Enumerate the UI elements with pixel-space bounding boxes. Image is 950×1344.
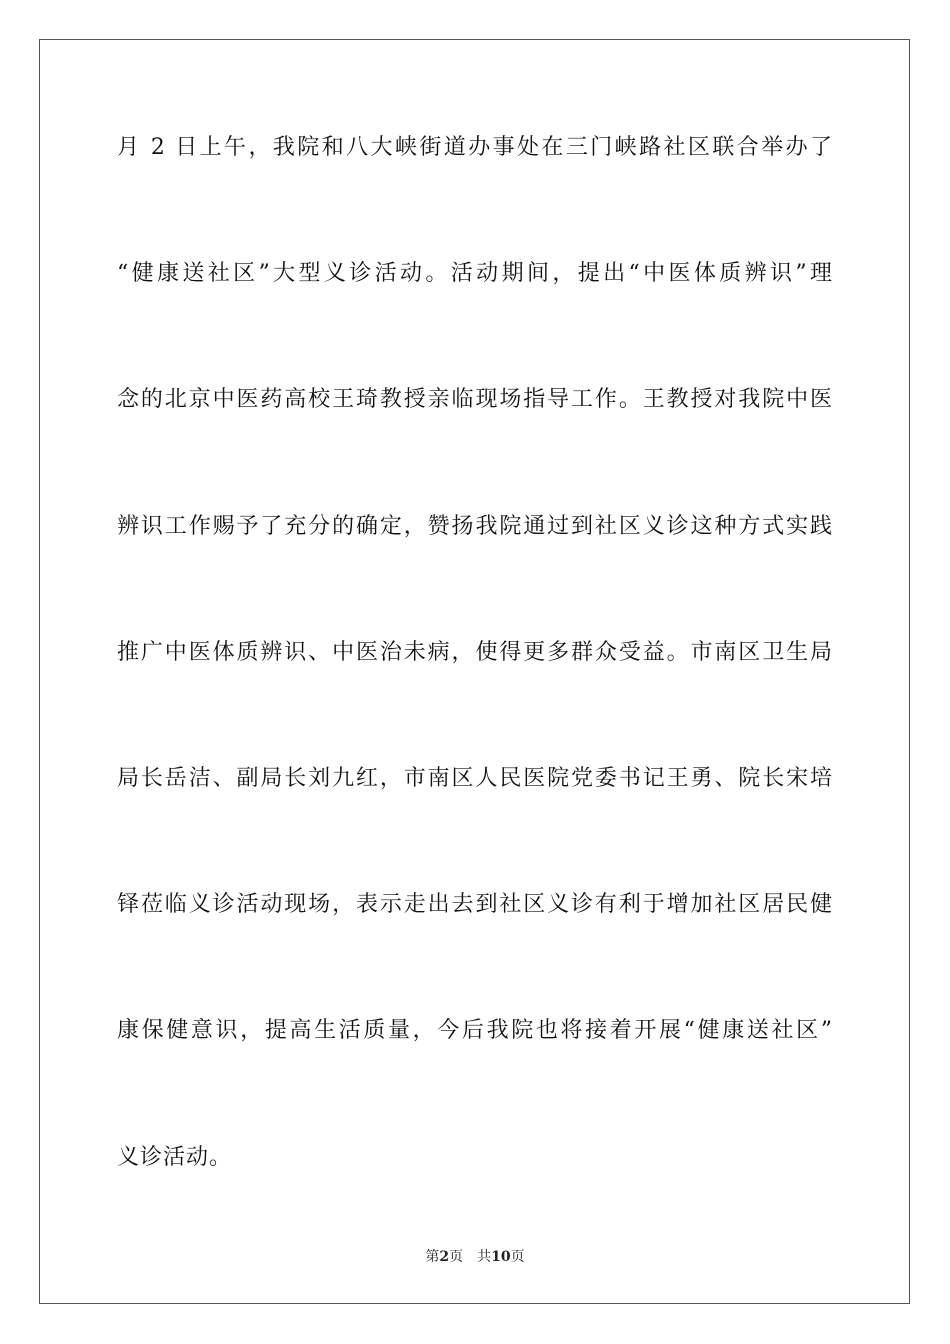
text-line-7: 铎莅临义诊活动现场，表示走出去到社区义诊有利于增加社区居民健 [117,892,833,918]
total-suffix: 页 [510,1249,525,1265]
text-line-5: 推广中医体质辨识、中医治未病，使得更多群众受益。市南区卫生局 [117,639,833,665]
total-prefix: 共 [477,1249,492,1265]
text-line-6: 局长岳洁、副局长刘九红，市南区人民医院党委书记王勇、院长宋培 [117,765,833,791]
text-line-8: 康保健意识，提高生活质量，今后我院也将接着开展“健康送社区” [117,1018,833,1044]
text-line-9: 义诊活动。 [117,1144,233,1170]
text-line-4: 辨识工作赐予了充分的确定，赞扬我院通过到社区义诊这种方式实践 [117,513,833,539]
text-line-2: “健康送社区”大型义诊活动。活动期间，提出“中医体质辨识”理 [117,261,833,287]
page-footer [0,1248,950,1266]
total-pages: 10 [491,1249,511,1265]
text-line-1: 月 2 日上午，我院和八大峡街道办事处在三门峡路社区联合举办了 [117,135,833,160]
page-suffix: 页 [449,1249,464,1265]
page-prefix: 第 [425,1249,440,1265]
page-number: 2 [439,1249,450,1265]
text-line-3: 念的北京中医药高校王琦教授亲临现场指导工作。王教授对我院中医 [117,387,833,413]
document-body [117,133,833,1269]
